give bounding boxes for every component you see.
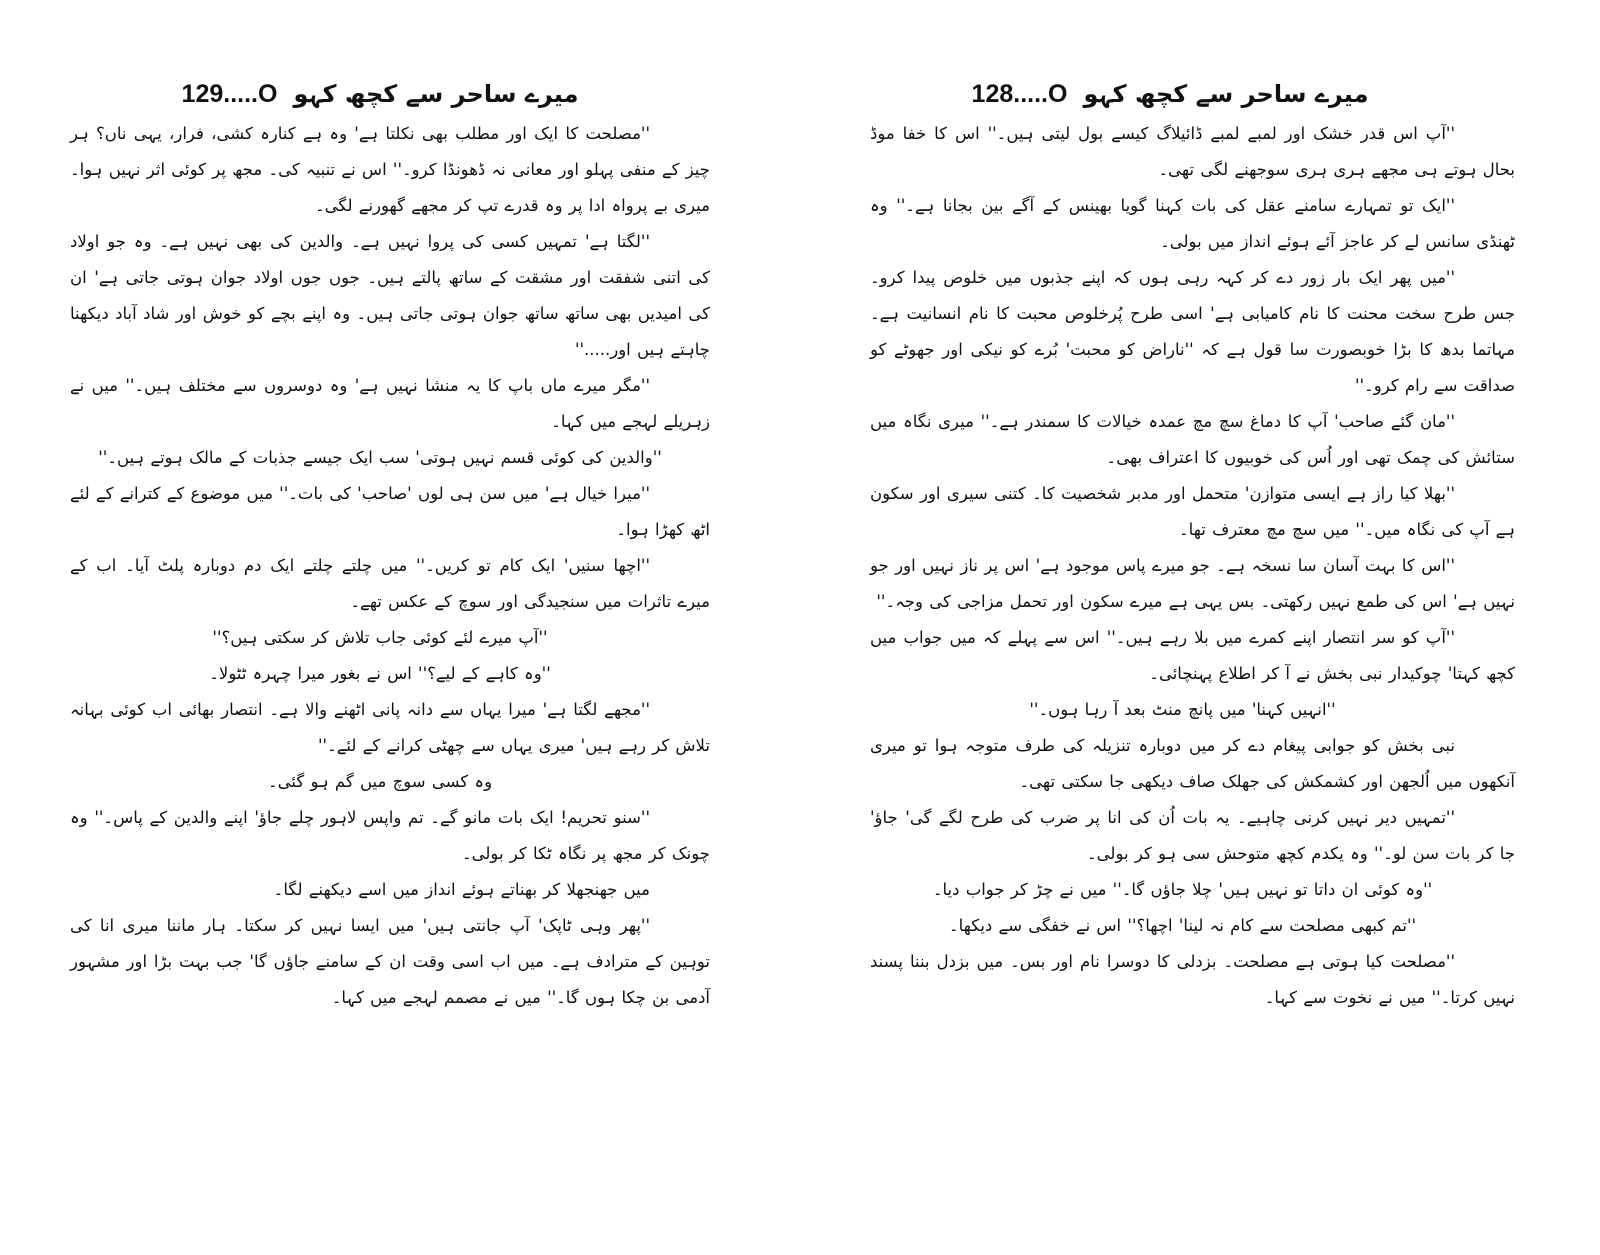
right-page-number: 128.....O <box>971 79 1068 108</box>
paragraph: ''اس کا بہت آسان سا نسخہ ہے۔ جو میرے پاس موجود ہے' اس پر ناز نہیں اور جو نہیں ہے' اس کی طمع نہیں رکھتی۔ بس یہی ہے میرے سکون اور تحمل مزاجی کی وجہ۔'' <box>870 556 1515 611</box>
paragraph: ''لگتا ہے' تمہیں کسی کی پروا نہیں ہے۔ والدین کی بھی نہیں ہے۔ وہ جو اولاد کی اتنی شفقت اور مشقت کے ساتھ پالتے ہیں۔ جوں جوں اولاد جوان ہوتی جاتی ہے' ان کی امیدیں بھی ساتھ ساتھ جوان ہوتی جاتی ہیں۔ وہ اپنے بچے کو خوش اور شاد آباد دیکھنا چاہتے ہیں اور.....'' <box>70 232 710 359</box>
paragraph: میں جھنجھلا کر بھناتے ہوئے انداز میں اسے دیکھنے لگا۔ <box>273 880 650 899</box>
paragraph: نبی بخش کو جوابی پیغام دے کر میں دوبارہ تنزیلہ کی طرف متوجہ ہوا تو میری آنکھوں میں اُلجھن اور کشمکش کی جھلک صاف دیکھی جا سکتی تھی۔ <box>870 736 1515 791</box>
paragraph: ''اچھا سنیں' ایک کام تو کریں۔'' میں چلتے چلتے ایک دم دوبارہ پلٹ آیا۔ اب کے میرے تاثرات میں سنجیدگی اور سوچ کے عکس تھے۔ <box>70 556 710 611</box>
page-gutter <box>790 0 791 1255</box>
paragraph: ''آپ کو سر انتصار اپنے کمرے میں بلا رہے ہیں۔'' اس سے پہلے کہ میں جواب میں کچھ کہتا' چوکیدار نبی بخش نے آ کر اطلاع پہنچائی۔ <box>870 628 1515 683</box>
left-page-title: میرے ساحر سے کچھ کہو <box>293 80 579 108</box>
paragraph: ''مان گئے صاحب' آپ کا دماغ سچ مچ عمدہ خیالات کا سمندر ہے۔'' میری نگاہ میں ستائش کی چمک تھی اور اُس کی خوبیوں کا اعتراف بھی۔ <box>870 412 1515 467</box>
paragraph: ''تم کبھی مصلحت سے کام نہ لینا' اچھا؟'' اس نے خفگی سے دیکھا۔ <box>948 916 1417 935</box>
paragraph: ''سنو تحریم! ایک بات مانو گے۔ تم واپس لاہور چلے جاؤ' اپنے والدین کے پاس۔'' وہ چونک کر مجھ پر نگاہ ٹکا کر بولی۔ <box>70 808 710 863</box>
paragraph: ''انہیں کہنا' میں پانچ منٹ بعد آ رہا ہوں۔'' <box>1029 700 1336 719</box>
right-page-body <box>870 116 1515 1016</box>
left-page-body <box>70 116 710 1016</box>
paragraph: ''میں پھر ایک بار زور دے کر کہہ رہی ہوں کہ اپنے جذبوں میں خلوص پیدا کرو۔ جس طرح سخت محنت کا نام کامیابی ہے' اسی طرح پُرخلوص محبت کا نام انسانیت ہے۔ مہاتما بدھ کا بڑا خوبصورت سا قول ہے کہ ''ناراض کو محبت' بُرے کو نیکی اور جھوٹے کو صداقت سے رام کرو۔'' <box>870 268 1515 395</box>
paragraph: ''ایک تو تمہارے سامنے عقل کی بات کہنا گویا بھینس کے آگے بین بجانا ہے۔'' وہ ٹھنڈی سانس لے کر عاجز آئے ہوئے انداز میں بولی۔ <box>870 196 1515 251</box>
paragraph: ''مصلحت کیا ہوتی ہے مصلحت۔ بزدلی کا دوسرا نام اور بس۔ میں بزدل بننا پسند نہیں کرتا۔'' میں نے نخوت سے کہا۔ <box>870 952 1515 1007</box>
left-page <box>0 0 780 1255</box>
paragraph: ''آپ اس قدر خشک اور لمبے لمبے ڈائیلاگ کیسے بول لیتی ہیں۔'' اس کا خفا موڈ بحال ہوتے ہی مجھے ہری ہری سوجھنے لگی تھی۔ <box>870 124 1515 179</box>
paragraph: ''آپ میرے لئے کوئی جاب تلاش کر سکتی ہیں؟'' <box>212 628 548 647</box>
right-page-title: میرے ساحر سے کچھ کہو <box>1083 80 1369 108</box>
right-page-header <box>971 74 1369 114</box>
left-page-number: 129.....O <box>181 79 278 108</box>
paragraph: وہ کسی سوچ میں گم ہو گئی۔ <box>267 772 493 791</box>
paragraph: ''بھلا کیا راز ہے ایسی متوازن' متحمل اور مدبر شخصیت کا۔ کتنی سیری اور سکون ہے آپ کی نگاہ میں۔'' میں سچ مچ معترف تھا۔ <box>870 484 1515 539</box>
paragraph: ''وہ کوئی ان داتا تو نہیں ہیں' چلا جاؤں گا۔'' میں نے چڑ کر جواب دیا۔ <box>932 880 1433 899</box>
paragraph: ''تمہیں دیر نہیں کرنی چاہیے۔ یہ بات اُن کی انا پر ضرب کی طرح لگے گی' جاؤ' جا کر بات سن لو۔'' وہ یکدم کچھ متوحش سی ہو کر بولی۔ <box>870 808 1515 863</box>
paragraph: ''میرا خیال ہے' میں سن ہی لوں 'صاحب' کی بات۔'' میں موضوع کے کترانے کے لئے اٹھ کھڑا ہوا۔ <box>70 484 710 539</box>
paragraph: ''پھر وہی ٹاپک' آپ جانتی ہیں' میں ایسا نہیں کر سکتا۔ ہار ماننا میری انا کی توہین کے مترادف ہے۔ میں اب اسی وقت ان کے سامنے جاؤں گا' جب بہت بڑا اور مشہور آدمی بن چکا ہوں گا۔'' میں نے مصمم لہجے میں کہا۔ <box>70 916 710 1007</box>
paragraph: ''وہ کاہے کے لیے؟'' اس نے بغور میرا چہرہ ٹٹولا۔ <box>209 664 551 683</box>
paragraph: ''مگر میرے ماں باپ کا یہ منشا نہیں ہے' وہ دوسروں سے مختلف ہیں۔'' میں نے زہریلے لہجے میں کہا۔ <box>70 376 710 431</box>
left-page-header <box>181 74 579 114</box>
paragraph: ''مصلحت کا ایک اور مطلب بھی نکلتا ہے' وہ ہے کنارہ کشی، فرار، یہی ناں؟ ہر چیز کے منفی پہلو اور معانی نہ ڈھونڈا کرو۔'' اس نے تنبیہ کی۔ مجھ پر کوئی اثر نہیں ہوا۔ میری بے پرواہ ادا پر وہ قدرے تپ کر مجھے گھورنے لگی۔ <box>70 124 710 215</box>
paragraph: ''مجھے لگتا ہے' میرا یہاں سے دانہ پانی اٹھنے والا ہے۔ انتصار بھائی اب کوئی بہانہ تلاش کر رہے ہیں' میری یہاں سے چھٹی کرانے کے لئے۔'' <box>70 700 710 755</box>
right-page <box>820 0 1600 1255</box>
paragraph: ''والدین کی کوئی قسم نہیں ہوتی' سب ایک جیسے جذبات کے مالک ہوتے ہیں۔'' <box>98 448 662 467</box>
